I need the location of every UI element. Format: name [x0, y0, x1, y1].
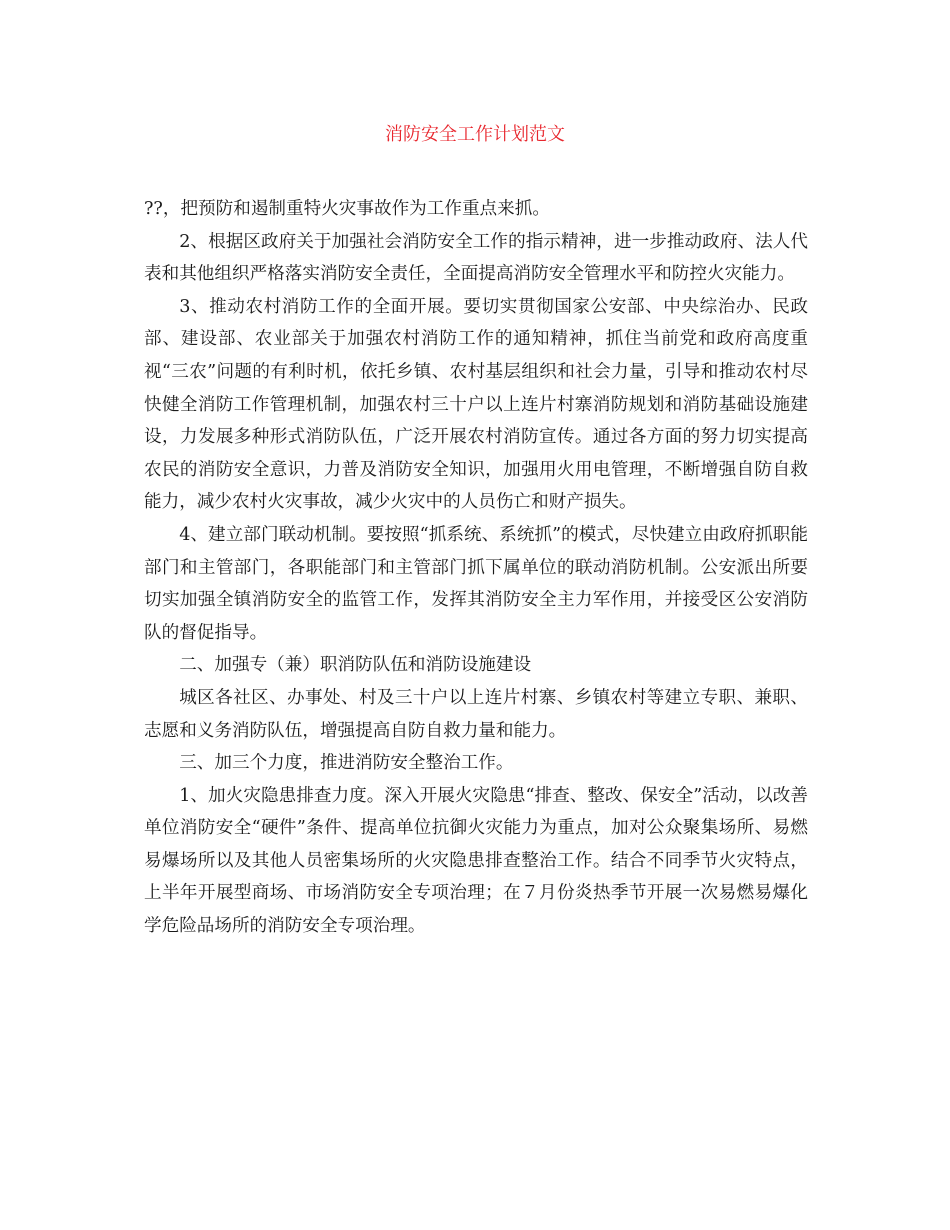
paragraph-intro-fragment: ??，把预防和遏制重特火灾事故作为工作重点来抓。	[144, 199, 550, 219]
document-body	[144, 193, 808, 943]
document-title: 消防安全工作计划范文	[385, 124, 565, 145]
section-heading-2: 二、加强专（兼）职消防队伍和消防设施建设	[179, 655, 532, 676]
paragraph-section-3-item-1: 1、加火灾隐患排查力度。深入开展火灾隐患“排查、整改、保安全”活动，以改善单位消防安全“硬件”条件、提高单位抗御火灾能力为重点，加对公众聚集场所、易燃易爆场所以及其他人员密集场所的火灾隐患排查整治工作。结合不同季节火灾特点，上半年开展型商场、市场消防安全专项治理；在７月份炎热季节开展一次易燃易爆化学危险品场所的消防安全专项治理。	[144, 785, 808, 937]
paragraph-item-3: 3、推动农村消防工作的全面开展。要切实贯彻国家公安部、中央综治办、民政部、建设部、农业部关于加强农村消防工作的通知精神，抓住当前党和政府高度重视“三农”问题的有利时机，依托乡镇、农村基层组织和社会力量，引导和推动农村尽快健全消防工作管理机制，加强农村三十户以上连片村寨消防规划和消防基础设施建设，力发展多种形式消防队伍，广泛开展农村消防宣传。通过各方面的努力切实提高农民的消防安全意识，力普及消防安全知识，加强用火用电管理，不断增强自防自救能力，减少农村火灾事故，减少火灾中的人员伤亡和财产损失。	[144, 296, 808, 513]
paragraph-item-4: 4、建立部门联动机制。要按照“抓系统、系统抓”的模式，尽快建立由政府抓职能部门和主管部门，各职能部门和主管部门抓下属单位的联动消防机制。公安派出所要切实加强全镇消防安全的监管工作，发挥其消防安全主力军作用，并接受区公安消防队的督促指导。	[144, 524, 808, 643]
paragraph-item-2: 2、根据区政府关于加强社会消防安全工作的指示精神，进一步推动政府、法人代表和其他组织严格落实消防安全责任，全面提高消防安全管理水平和防控火灾能力。	[144, 231, 808, 285]
section-heading-3: 三、加三个力度，推进消防安全整治工作。	[179, 753, 514, 774]
paragraph-section-2-body: 城区各社区、办事处、村及三十户以上连片村寨、乡镇农村等建立专职、兼职、志愿和义务消防队伍，增强提高自防自救力量和能力。	[144, 687, 808, 741]
